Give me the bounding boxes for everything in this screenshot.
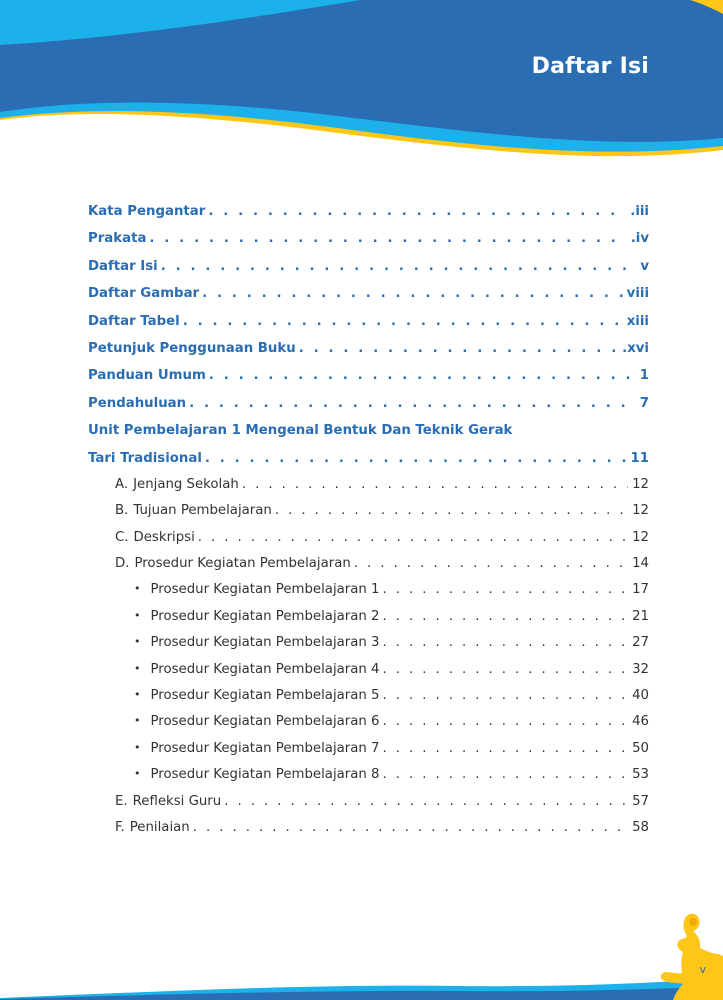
- toc-entry-label: Pendahuluan: [88, 395, 187, 411]
- dot-leader: [205, 445, 627, 472]
- toc-entry-prosedur-6[interactable]: [88, 709, 649, 735]
- bullet-icon: •: [134, 635, 141, 649]
- toc-entry-label: Daftar Isi: [88, 258, 158, 274]
- bullet-icon: •: [134, 608, 141, 622]
- dot-leader: [208, 198, 626, 225]
- toc-entry-marker: D.: [115, 556, 130, 572]
- dot-leader: [383, 604, 629, 630]
- toc-entry-label: Kata Pengantar: [88, 204, 206, 219]
- bullet-icon: •: [134, 767, 141, 781]
- toc-entry-label: Daftar Tabel: [88, 313, 180, 329]
- toc-entry-refleksi-guru[interactable]: [88, 789, 649, 815]
- dot-leader: [383, 657, 629, 683]
- dot-leader: [161, 253, 637, 280]
- dot-leader: [183, 308, 623, 335]
- toc-entry-marker: B.: [115, 503, 129, 519]
- dot-leader: [354, 551, 628, 577]
- dot-leader: [209, 362, 636, 389]
- toc-entry-kata-pengantar[interactable]: [88, 198, 649, 225]
- toc-entry-page: 53: [632, 767, 649, 783]
- dot-leader: [383, 736, 629, 762]
- toc-entry-prosedur-4[interactable]: [88, 657, 649, 683]
- toc-entry-marker: A.: [115, 476, 129, 492]
- toc-entry-prosedur-2[interactable]: [88, 604, 649, 630]
- dot-leader: [383, 630, 629, 656]
- dot-leader: [383, 762, 629, 788]
- dot-leader: [299, 335, 618, 362]
- toc-entry-page: .iv: [630, 231, 649, 247]
- toc-entry-label: Panduan Umum: [88, 368, 206, 384]
- dot-leader: [224, 789, 628, 815]
- toc-entry-prosedur-1[interactable]: [88, 577, 649, 603]
- toc-entry-page: 21: [632, 608, 649, 624]
- toc-entry-label: Prosedur Kegiatan Pembelajaran 7: [150, 740, 380, 756]
- toc-entry-unit-heading[interactable]: [88, 417, 649, 444]
- toc-entry-tujuan-pembelajaran[interactable]: [88, 498, 649, 524]
- dot-leader: [202, 280, 623, 307]
- toc-entry-page: .iii: [630, 204, 649, 219]
- toc-entry-label: Petunjuk Penggunaan Buku: [88, 340, 296, 356]
- toc-entry-label: Prakata: [88, 231, 147, 247]
- toc-entry-page: 1: [639, 368, 649, 384]
- bullet-icon: •: [134, 714, 141, 728]
- toc-entry-label: Prosedur Kegiatan Pembelajaran 6: [150, 714, 380, 730]
- footer-wave: [0, 970, 723, 1000]
- toc-entry-prosedur-7[interactable]: [88, 736, 649, 762]
- toc-entry-daftar-isi[interactable]: [88, 253, 649, 280]
- toc-entry-label: Penilaian: [129, 819, 190, 835]
- toc-entry-label: Deskripsi: [133, 529, 195, 545]
- toc-entry-label: Daftar Gambar: [88, 286, 200, 302]
- toc-entry-tari-tradisional[interactable]: [88, 445, 649, 472]
- dot-leader: [383, 577, 629, 603]
- toc-entry-prakata[interactable]: [88, 225, 649, 252]
- dot-leader: [383, 683, 629, 709]
- toc-entry-label: Prosedur Kegiatan Pembelajaran 8: [150, 767, 380, 783]
- toc-entry-label: Tujuan Pembelajaran: [133, 503, 272, 519]
- toc-entry-prosedur-3[interactable]: [88, 630, 649, 656]
- toc-entry-page: 11: [630, 450, 649, 466]
- dancer-figure-icon: [653, 910, 723, 1000]
- dot-leader: [383, 709, 629, 735]
- toc-entry-label: Tari Tradisional: [88, 450, 202, 466]
- toc-entry-page: 7: [639, 395, 649, 411]
- toc-entry-label: Unit Pembelajaran 1 Mengenal Bentuk Dan Teknik Gerak: [88, 423, 513, 439]
- toc-entry-page: v: [640, 258, 649, 274]
- dot-leader: [275, 498, 628, 524]
- toc-entry-daftar-gambar[interactable]: [88, 280, 649, 307]
- toc-entry-label: Prosedur Kegiatan Pembelajaran 1: [150, 582, 380, 598]
- toc-entry-label: Prosedur Kegiatan Pembelajaran 4: [150, 661, 380, 677]
- page-number: v: [699, 963, 706, 976]
- toc-entry-petunjuk-penggunaan-buku[interactable]: [88, 335, 649, 362]
- dot-leader: [242, 472, 628, 498]
- toc-entry-marker: E.: [115, 793, 128, 809]
- toc-entry-page: 57: [632, 793, 649, 809]
- toc-entry-label: Jenjang Sekolah: [133, 476, 239, 492]
- toc-entry-daftar-tabel[interactable]: [88, 308, 649, 335]
- toc-entry-prosedur-8[interactable]: [88, 762, 649, 788]
- toc-entry-page: 12: [632, 476, 649, 492]
- toc-entry-page: 17: [632, 582, 649, 598]
- dot-leader: [149, 225, 626, 252]
- toc-entry-page: 12: [632, 503, 649, 519]
- toc-entry-page: 50: [632, 740, 649, 756]
- toc-entry-page: 40: [632, 688, 649, 704]
- toc-entry-page: xiii: [626, 313, 649, 329]
- toc-entry-deskripsi[interactable]: [88, 525, 649, 551]
- toc-entry-label: Prosedur Kegiatan Pembelajaran: [134, 556, 351, 572]
- bullet-icon: •: [134, 661, 141, 675]
- toc-entry-jenjang-sekolah[interactable]: [88, 472, 649, 498]
- bullet-icon: •: [134, 582, 141, 596]
- toc-entry-panduan-umum[interactable]: [88, 362, 649, 389]
- toc-entry-page: 12: [632, 529, 649, 545]
- dot-leader: [193, 815, 628, 841]
- toc-entry-prosedur-5[interactable]: [88, 683, 649, 709]
- toc-entry-prosedur-kegiatan[interactable]: [88, 551, 649, 577]
- toc-entry-label: Prosedur Kegiatan Pembelajaran 2: [150, 608, 380, 624]
- toc-entry-page: 27: [632, 635, 649, 651]
- header-banner: [0, 0, 723, 170]
- toc-entry-page: 58: [632, 819, 649, 835]
- bullet-icon: •: [134, 688, 141, 702]
- bullet-icon: •: [134, 740, 141, 754]
- toc-entry-page: 32: [632, 661, 649, 677]
- page-title: Daftar Isi: [531, 54, 649, 79]
- toc-entry-label: Refleksi Guru: [132, 793, 222, 809]
- dot-leader: [198, 525, 628, 551]
- toc-entry-marker: F.: [115, 819, 125, 835]
- toc-entry-label: Prosedur Kegiatan Pembelajaran 3: [150, 635, 380, 651]
- dot-leader: [189, 390, 636, 417]
- toc-entry-page: viii: [626, 286, 649, 302]
- toc-entry-label: Prosedur Kegiatan Pembelajaran 5: [150, 688, 380, 704]
- toc-entry-pendahuluan[interactable]: [88, 390, 649, 417]
- table-of-contents: [88, 198, 649, 841]
- toc-entry-page: 46: [632, 714, 649, 730]
- toc-entry-page: 14: [632, 556, 649, 572]
- toc-entry-penilaian[interactable]: [88, 815, 649, 841]
- toc-entry-marker: C.: [115, 529, 129, 545]
- toc-entry-page: .xvi: [622, 340, 649, 356]
